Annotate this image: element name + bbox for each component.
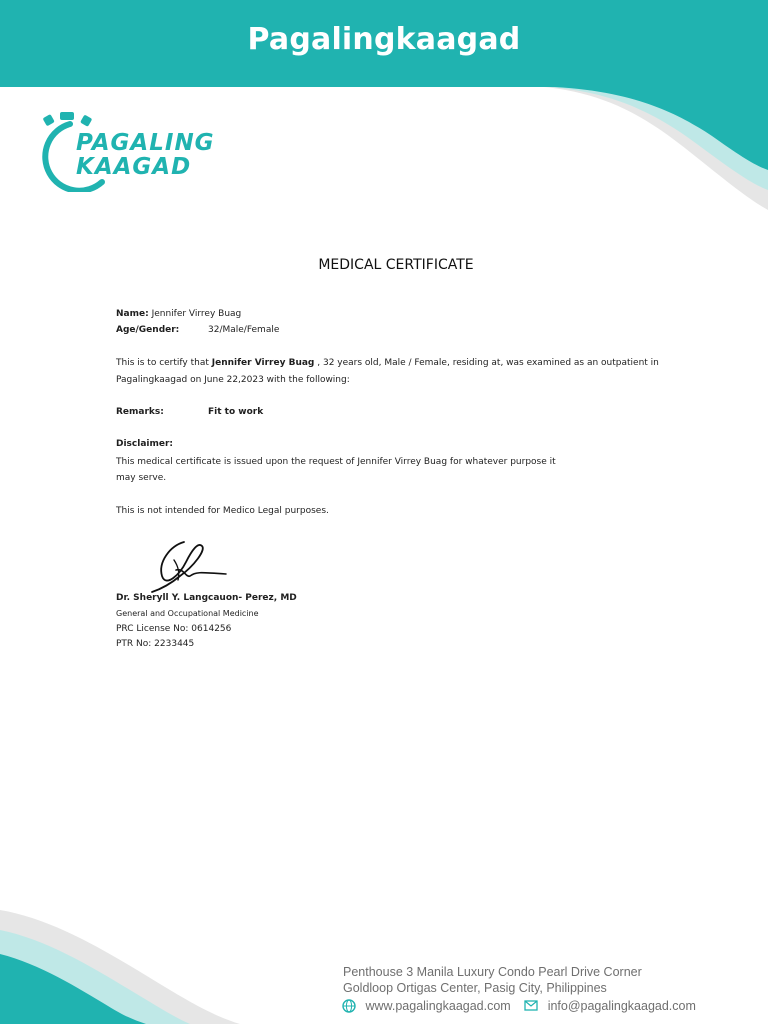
disclaimer-line-1: This medical certificate is issued upon the request of Jennifer Virrey Buag for whatever purpose it bbox=[116, 457, 556, 467]
doctor-prc-license: PRC License No: 0614256 bbox=[116, 624, 232, 634]
name-row bbox=[116, 309, 241, 319]
age-value: 32/Male/Female bbox=[208, 325, 280, 335]
footer-contact-row bbox=[342, 998, 696, 1013]
medico-legal-note: This is not intended for Medico Legal purposes. bbox=[116, 506, 329, 516]
certify-post: , 32 years old, Male / Female, residing at, was examined as an outpatient in bbox=[317, 358, 659, 368]
age-label: Age/Gender: bbox=[116, 325, 180, 335]
footer-email[interactable]: info@pagalingkaagad.com bbox=[547, 998, 696, 1013]
disclaimer-line-2: may serve. bbox=[116, 473, 167, 483]
doctor-signature bbox=[140, 532, 240, 596]
globe-icon bbox=[342, 999, 356, 1013]
certify-pre: This is to certify that bbox=[116, 358, 209, 368]
age-row bbox=[116, 325, 279, 335]
footer-website[interactable]: www.pagalingkaagad.com bbox=[365, 998, 511, 1013]
remarks-label: Remarks: bbox=[116, 407, 164, 417]
doctor-ptr: PTR No: 2233445 bbox=[116, 639, 195, 649]
disclaimer-label: Disclaimer: bbox=[116, 439, 174, 449]
name-label: Name: bbox=[116, 309, 149, 319]
certify-name: Jennifer Virrey Buag bbox=[211, 358, 315, 368]
logo-text-bottom: KAAGAD bbox=[76, 154, 192, 180]
doctor-name: Dr. Sheryll Y. Langcauon- Perez, MD bbox=[116, 593, 297, 603]
footer-address-line-2: Goldloop Ortigas Center, Pasig City, Philippines bbox=[343, 981, 607, 995]
remarks-row bbox=[116, 407, 263, 417]
remarks-value: Fit to work bbox=[208, 407, 264, 417]
mail-icon bbox=[524, 1000, 538, 1011]
name-value: Jennifer Virrey Buag bbox=[151, 309, 242, 319]
certify-line-1 bbox=[116, 358, 659, 368]
company-logo bbox=[40, 112, 240, 192]
certify-line-2: Pagalingkaagad on June 22,2023 with the following: bbox=[116, 375, 350, 385]
logo-text-top: PAGALING bbox=[76, 130, 215, 156]
doctor-specialty: General and Occupational Medicine bbox=[116, 609, 259, 618]
footer-address-line-1: Penthouse 3 Manila Luxury Condo Pearl Drive Corner bbox=[343, 965, 642, 979]
document-title: MEDICAL CERTIFICATE bbox=[318, 257, 474, 273]
brand-title: Pagalingkaagad bbox=[247, 22, 521, 57]
